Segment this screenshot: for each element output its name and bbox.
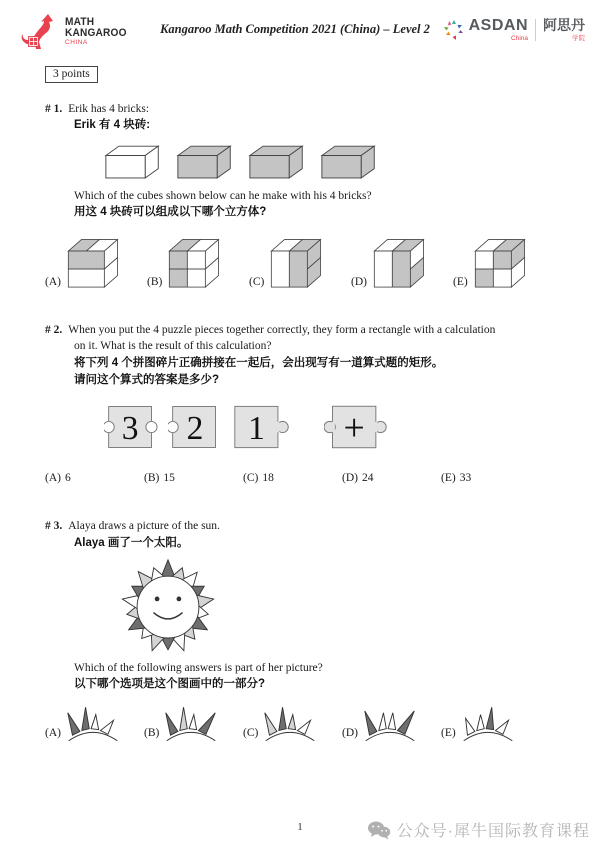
q3-option-e — [441, 705, 540, 743]
option-label: (E) — [453, 276, 468, 289]
logo-line-1: MATH — [65, 16, 95, 29]
q1-question-en: Which of the cubes shown below can he make with his 4 bricks? — [74, 189, 372, 202]
svg-text:+: + — [343, 407, 365, 450]
option-label: (A) — [45, 727, 61, 740]
q1-text-cn: Erik 有 4 块砖: — [74, 119, 151, 132]
watermark — [367, 818, 590, 841]
kangaroo-icon — [20, 12, 62, 52]
option-label: (B) — [144, 472, 160, 485]
option-value: 18 — [262, 472, 274, 485]
q3-line-en — [45, 518, 555, 534]
q2-option-e — [441, 472, 540, 484]
cube-figure-e — [472, 233, 536, 292]
brick-gray — [176, 144, 234, 182]
q2-text-cn-1: 将下列 4 个拼图碎片正确拼接在一起后，会出现写有一道算式题的矩形。 — [74, 356, 444, 369]
q2-options-row — [45, 472, 555, 484]
q2-option-d — [342, 472, 441, 484]
page-number: 1 — [297, 821, 303, 833]
option-label: (D) — [351, 276, 367, 289]
puzzle-piece-plus — [324, 402, 390, 452]
option-label: (E) — [441, 472, 456, 485]
q3-options-row — [45, 705, 555, 743]
cube-figure-c — [268, 233, 332, 292]
q2-text-en-2: on it. What is the result of this calculation? — [74, 340, 272, 353]
q1-option-a — [45, 233, 147, 292]
q1-option-e — [453, 233, 555, 292]
cube-figure-b — [166, 233, 230, 292]
asdan-region: China — [511, 35, 528, 43]
q1-question-cn: 用这 4 块砖可以组成以下哪个立方体? — [74, 205, 267, 218]
option-label: (C) — [243, 727, 259, 740]
watermark-text: 公众号·犀牛国际教育课程 — [396, 823, 590, 840]
rays-figure-c — [262, 705, 318, 743]
q1-line-en — [45, 101, 555, 117]
option-value: 24 — [361, 472, 374, 485]
cube-figure-a — [65, 233, 129, 292]
asdan-name: ASDAN — [468, 17, 528, 35]
asdan-divider — [535, 19, 536, 41]
document-title: Kangaroo Math Competition 2021 (China) – Level 2 — [160, 22, 430, 36]
q2-puzzle-figure — [104, 402, 555, 452]
q1-option-b — [147, 233, 249, 292]
svg-text:2: 2 — [186, 410, 204, 448]
math-kangaroo-wordmark — [65, 17, 132, 47]
q2-option-c — [243, 472, 342, 484]
q3-option-d — [342, 705, 441, 743]
question-2 — [45, 322, 555, 484]
q3-question-cn: 以下哪个选项是这个图画中的一部分? — [74, 678, 266, 691]
option-label: (A) — [45, 276, 61, 289]
q3-option-c — [243, 705, 342, 743]
q3-text-cn: Alaya 画了一个太阳。 — [74, 536, 189, 549]
rays-figure-e — [460, 705, 516, 743]
question-1 — [45, 101, 555, 292]
option-label: (B) — [147, 276, 163, 289]
asdan-wordmark — [469, 18, 528, 42]
q3-number: # 3. — [45, 520, 63, 533]
svg-text:1: 1 — [247, 410, 265, 448]
q3-sun-figure — [112, 558, 555, 658]
sun-drawing — [112, 558, 224, 658]
q1-option-d — [351, 233, 453, 292]
q2-text-en-1: When you put the 4 puzzle pieces together correctly, they form a rectangle with a calculation — [68, 324, 496, 337]
option-value: 15 — [163, 472, 175, 485]
puzzle-piece-1 — [232, 402, 292, 452]
asdan-chinese — [543, 18, 585, 42]
q1-text-en: Erik has 4 bricks: — [68, 103, 150, 115]
rays-figure-b — [163, 705, 219, 743]
asdan-cn-name: 阿思丹 — [543, 17, 585, 33]
q1-option-c — [249, 233, 351, 292]
asdan-logo — [435, 12, 585, 42]
q3-option-b — [144, 705, 243, 743]
svg-text:3: 3 — [121, 410, 139, 448]
option-label: (C) — [243, 472, 259, 485]
q2-line-en-1 — [45, 322, 555, 338]
option-label: (E) — [441, 727, 456, 740]
q3-text-en: Alaya draws a picture of the sun. — [68, 520, 220, 533]
math-kangaroo-logo — [20, 12, 155, 52]
q2-number: # 2. — [45, 324, 63, 337]
option-value: 6 — [64, 472, 71, 485]
q1-options-row — [45, 233, 555, 292]
q3-option-a — [45, 705, 144, 743]
q3-question-en: Which of the following answers is part of her picture? — [74, 661, 323, 674]
option-label: (D) — [342, 727, 358, 740]
logo-line-2: KANGAROO — [65, 27, 127, 40]
option-value: 33 — [459, 472, 472, 485]
page-header — [20, 12, 585, 52]
q1-bricks-figure — [104, 144, 555, 182]
q2-option-a — [45, 472, 144, 484]
wechat-icon — [367, 820, 391, 840]
brick-gray — [248, 144, 306, 182]
option-label: (B) — [144, 727, 160, 740]
question-3 — [45, 518, 555, 743]
puzzle-piece-2 — [168, 402, 222, 452]
rays-figure-a — [65, 705, 121, 743]
rays-figure-d — [362, 705, 418, 743]
puzzle-piece-3 — [104, 402, 158, 452]
cube-figure-d — [371, 233, 435, 292]
option-label: (C) — [249, 276, 265, 289]
brick-white — [104, 144, 162, 182]
option-label: (A) — [45, 472, 61, 485]
q2-option-b — [144, 472, 243, 484]
points-badge: 3 points — [45, 66, 98, 83]
q1-number: # 1. — [45, 103, 63, 115]
brick-gray — [320, 144, 378, 182]
asdan-pinwheel-icon — [443, 19, 465, 41]
option-label: (D) — [342, 472, 358, 485]
q2-text-cn-2: 请问这个算式的答案是多少? — [74, 374, 220, 387]
logo-line-3: CHINA — [65, 39, 88, 47]
asdan-cn-sub: 学院 — [572, 35, 585, 43]
